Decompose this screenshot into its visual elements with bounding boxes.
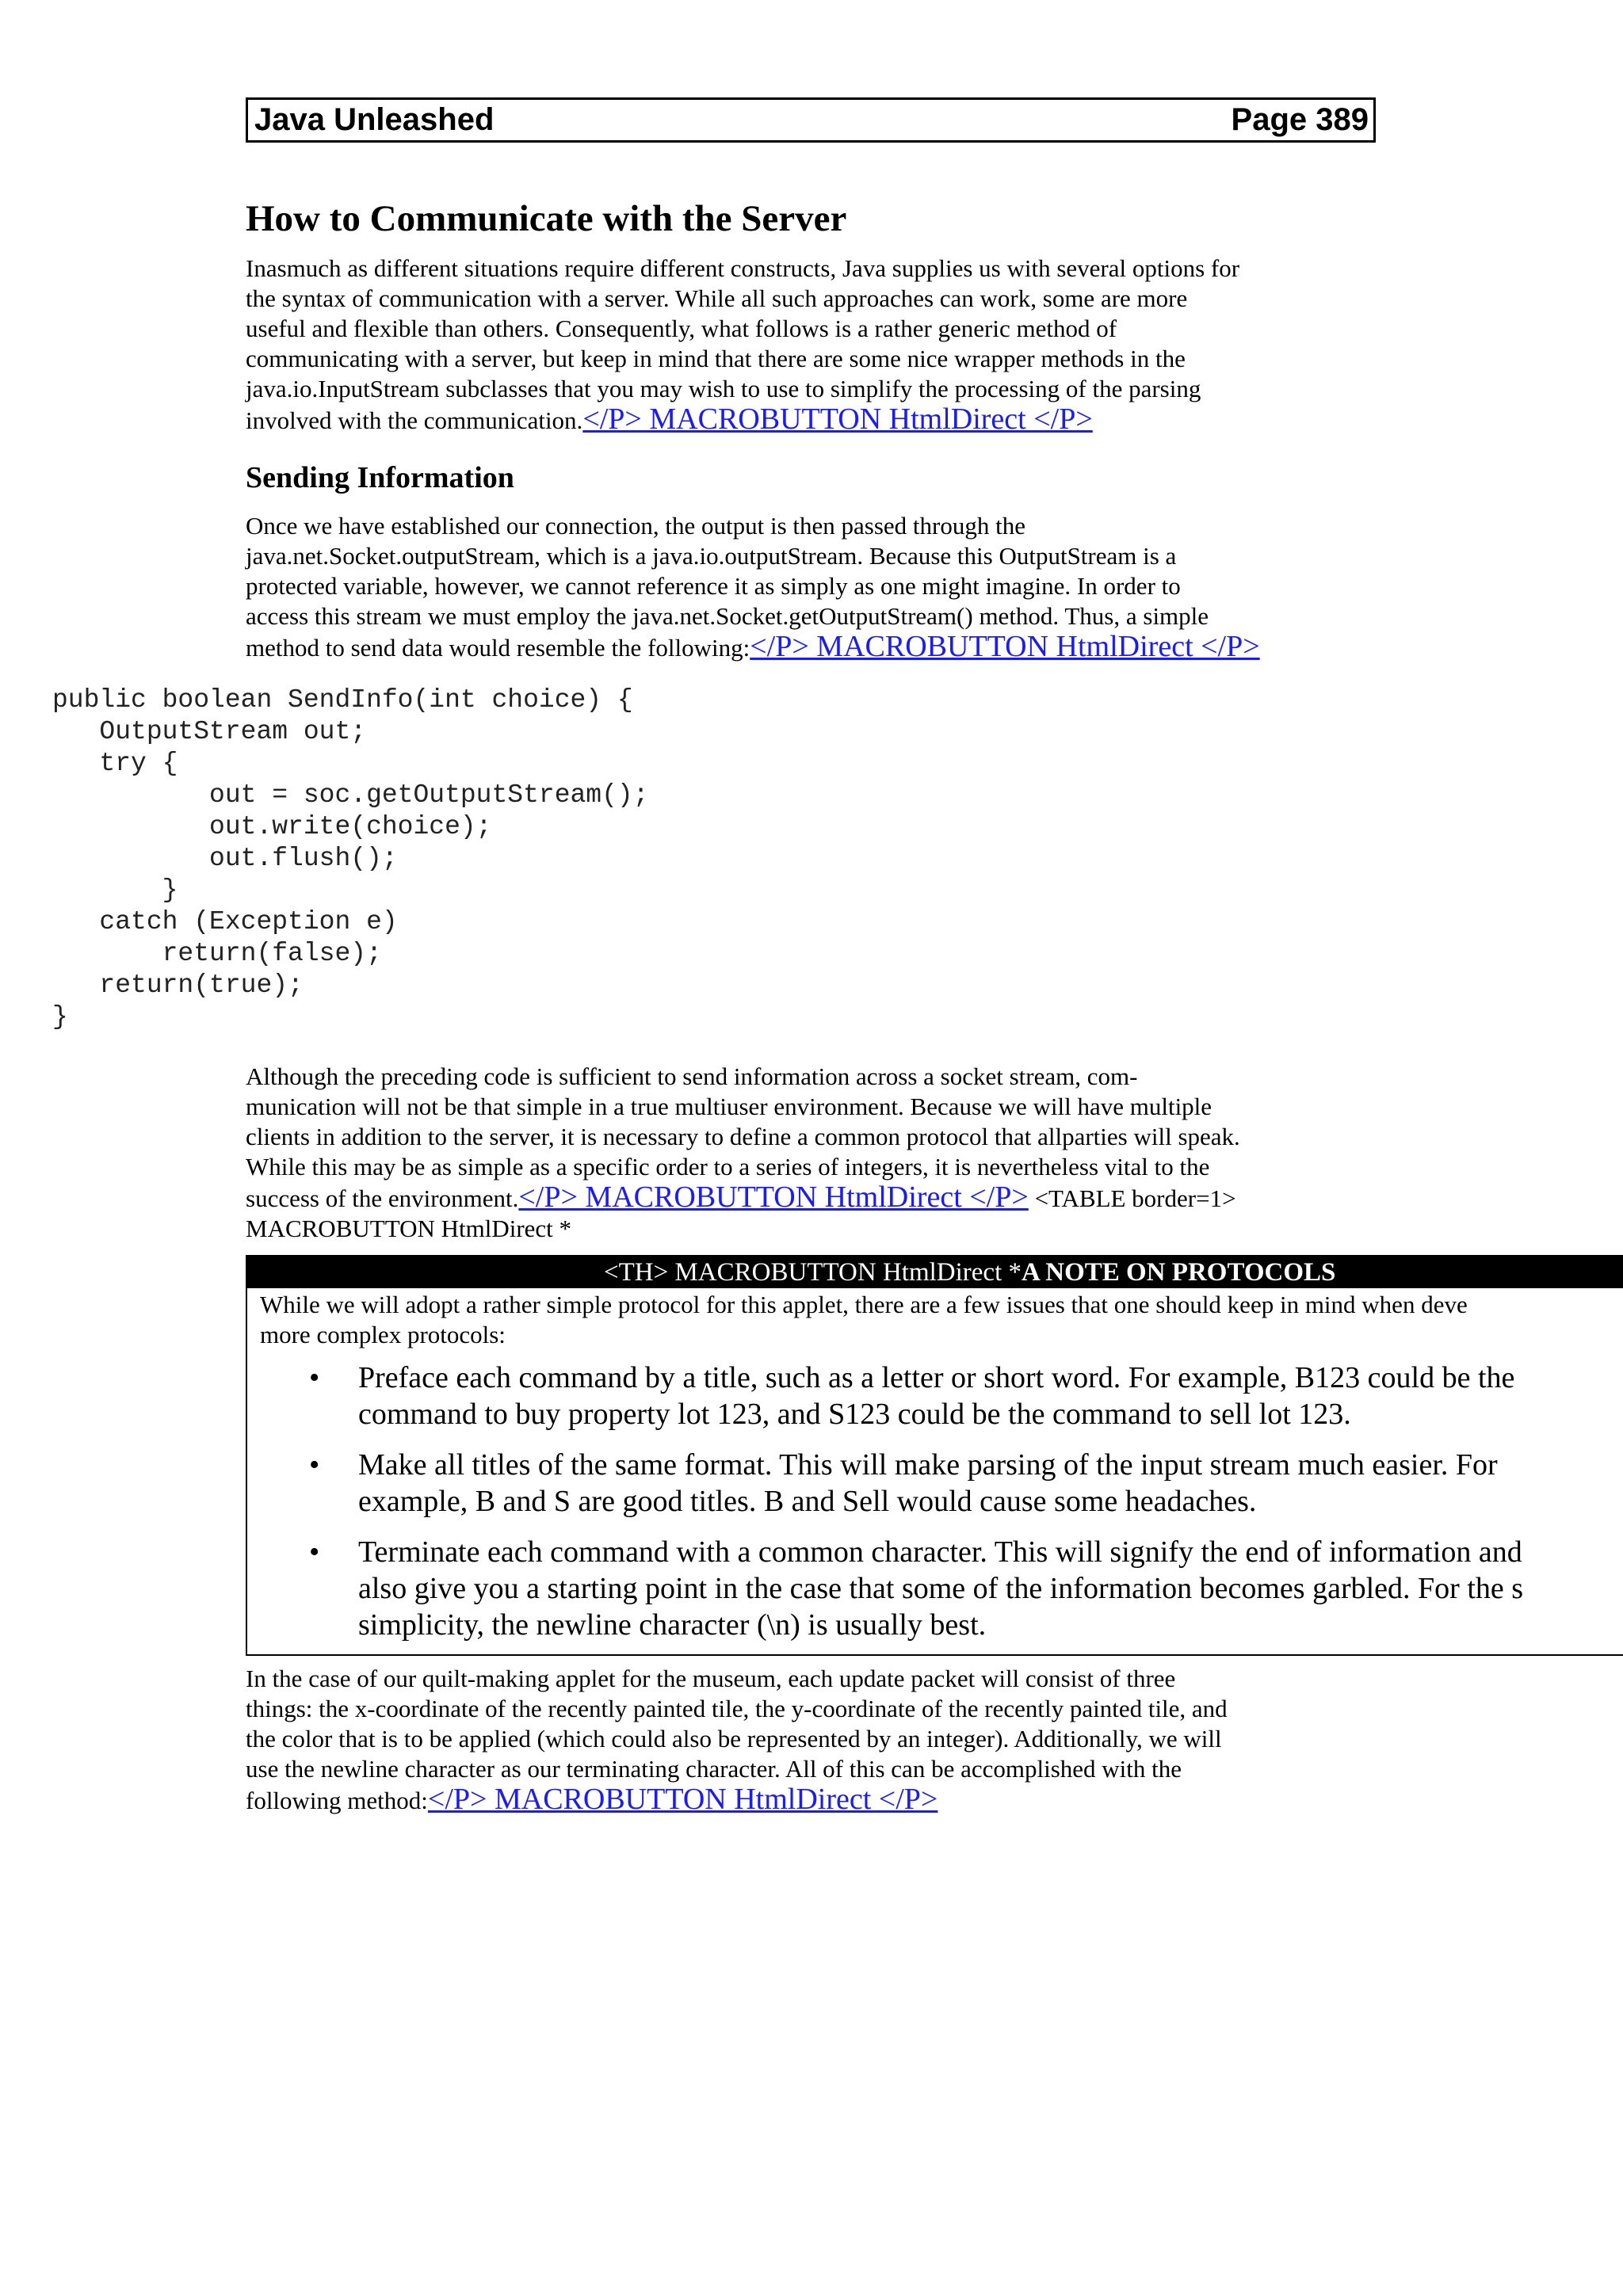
paragraph-line: Although the preceding code is sufficient to send information across a socket stream, com- (246, 1062, 1138, 1090)
paragraph-line (246, 1182, 1379, 1214)
quilt-paragraph (246, 1664, 1379, 1816)
bullet-line: Preface each command by a title, such as a letter or short word. For example, B123 could be the (358, 1361, 1515, 1394)
paragraph-line: java.net.Socket.outputStream, which is a java.io.outputStream. Because this OutputStream is a (246, 542, 1177, 570)
paragraph-text: following method: (246, 1787, 428, 1814)
note-header (247, 1257, 1623, 1288)
paragraph-line: Inasmuch as different situations require different constructs, Java supplies us with several options for (246, 254, 1240, 282)
bullet-line: Terminate each command with a common character. This will signify the end of information and (358, 1535, 1522, 1569)
macrobutton-link[interactable]: </P> MACROBUTTON HtmlDirect </P> (427, 1783, 938, 1816)
paragraph-line: things: the x-coordinate of the recently painted tile, the y-coordinate of the recently painted tile, and (246, 1695, 1228, 1722)
protocol-paragraph (246, 1062, 1379, 1244)
book-title: Java Unleashed (254, 102, 495, 137)
table-tag-text: <TABLE border=1> (1028, 1184, 1236, 1212)
page-number: Page 389 (1231, 102, 1369, 137)
paragraph-line: protected variable, however, we cannot reference it as simply as one might imagine. In order to (246, 572, 1181, 600)
paragraph-line: clients in addition to the server, it is necessary to define a common protocol that allparties will speak. (246, 1123, 1240, 1150)
page-header (246, 97, 1376, 143)
paragraph-text: success of the environment. (246, 1184, 519, 1212)
paragraph-line: Once we have established our connection, the output is then passed through the (246, 512, 1025, 540)
subsection-title: Sending Information (246, 461, 514, 494)
paragraph-line (246, 404, 1379, 436)
paragraph-line: In the case of our quilt-making applet for the museum, each update packet will consist of three (246, 1665, 1176, 1692)
note-intro-line: more complex protocols: (260, 1321, 506, 1348)
bullet-icon: • (309, 1448, 320, 1482)
note-intro (260, 1290, 1468, 1350)
bullet-icon: • (309, 1361, 320, 1394)
note-header-prefix: <TH> MACROBUTTON HtmlDirect * (604, 1258, 1022, 1287)
paragraph-line: munication will not be that simple in a true multiuser environment. Because we will have multiple (246, 1093, 1212, 1120)
note-title: A NOTE ON PROTOCOLS (1022, 1258, 1336, 1287)
paragraph-line: java.io.InputStream subclasses that you may wish to use to simplify the processing of the parsing (246, 375, 1201, 402)
bullet-icon: • (309, 1535, 320, 1569)
paragraph-line (246, 1784, 1379, 1816)
paragraph-line (246, 631, 1379, 663)
macrobutton-link[interactable]: </P> MACROBUTTON HtmlDirect </P> (582, 402, 1093, 436)
bullet-line: simplicity, the newline character (\n) is usually best. (358, 1608, 987, 1642)
paragraph-line: While this may be as simple as a specific order to a series of integers, it is nevertheless vital to the (246, 1153, 1210, 1180)
bullet-line: command to buy property lot 123, and S123 could be the command to sell lot 123. (358, 1398, 1351, 1431)
macrobutton-link[interactable]: </P> MACROBUTTON HtmlDirect </P> (750, 630, 1260, 663)
macrobutton-link[interactable]: </P> MACROBUTTON HtmlDirect </P> (518, 1180, 1029, 1214)
intro-paragraph (246, 254, 1379, 436)
bullet-line: also give you a starting point in the case that some of the information becomes garbled. For the s (358, 1572, 1524, 1605)
paragraph-line: communicating with a server, but keep in mind that there are some nice wrapper methods in the (246, 345, 1186, 372)
paragraph-line: use the newline character as our terminating character. All of this can be accomplished with the (246, 1755, 1182, 1783)
paragraph-text: involved with the communication. (246, 406, 583, 434)
paragraph-line: useful and flexible than others. Consequently, what follows is a rather generic method of (246, 315, 1117, 342)
bullet-line: Make all titles of the same format. This will make parsing of the input stream much easier. For (358, 1448, 1498, 1482)
section-title: How to Communicate with the Server (246, 198, 847, 239)
paragraph-line: MACROBUTTON HtmlDirect * (246, 1215, 572, 1242)
paragraph-line: access this stream we must employ the java.net.Socket.getOutputStream() method. Thus, a simple (246, 602, 1209, 630)
note-intro-line: While we will adopt a rather simple protocol for this applet, there are a few issues that one should keep in mind when deve (260, 1291, 1468, 1318)
sending-paragraph (246, 511, 1379, 663)
code-listing: public boolean SendInfo(int choice) { OutputStream out; try { out = soc.getOutputStream(); out.write(choice); out.flush(); } catch (Exception e) return(false); return(true); } (52, 685, 649, 1032)
paragraph-line: the color that is to be applied (which could also be represented by an integer). Additionally, we will (246, 1725, 1222, 1753)
bullet-line: example, B and S are good titles. B and Sell would cause some headaches. (358, 1485, 1257, 1518)
paragraph-line: the syntax of communication with a server. While all such approaches can work, some are more (246, 284, 1188, 312)
paragraph-text: method to send data would resemble the following: (246, 634, 750, 662)
protocol-note-box (246, 1255, 1623, 1656)
